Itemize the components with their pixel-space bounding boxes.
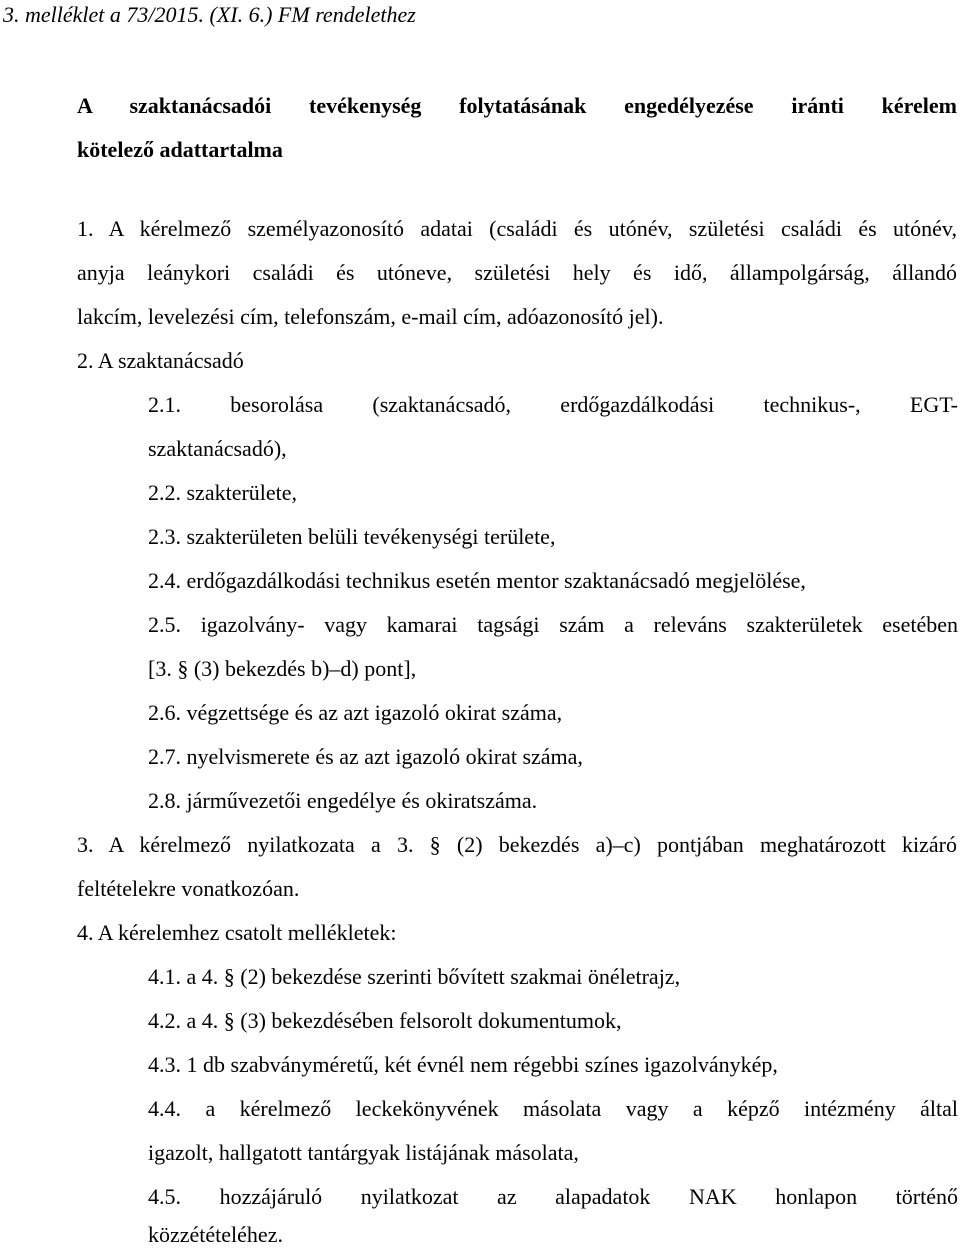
item-2-1-line-2: szaktanácsadó), bbox=[148, 436, 287, 461]
item-1-line-3: lakcím, levelezési cím, telefonszám, e-mail cím, adóazonosító jel). bbox=[77, 304, 664, 329]
item-2-1-line-1: 2.1. besorolása (szaktanácsadó, erdőgazdálkodási technikus-, EGT- bbox=[148, 392, 958, 417]
document-title bbox=[77, 84, 957, 172]
item-4-heading: 4. A kérelemhez csatolt mellékletek: bbox=[77, 920, 397, 945]
title-line-2: kötelező adattartalma bbox=[77, 137, 283, 162]
item-2-6: 2.6. végzettsége és az azt igazoló okirat száma, bbox=[148, 700, 563, 725]
item-2-heading: 2. A szaktanácsadó bbox=[77, 348, 244, 373]
item-1-line-2: anyja leánykori családi és utóneve, születési hely és idő, állampolgárság, állandó bbox=[77, 260, 957, 285]
item-4-5-line-2: közzétételéhez. bbox=[148, 1222, 283, 1247]
item-2-5-line-1: 2.5. igazolvány- vagy kamarai tagsági szám a releváns szakterületek esetében bbox=[148, 612, 958, 637]
item-2-3: 2.3. szakterületen belüli tevékenységi területe, bbox=[148, 524, 556, 549]
item-4-3: 4.3. 1 db szabványméretű, két évnél nem régebbi színes igazolványkép, bbox=[148, 1052, 778, 1077]
item-2-8: 2.8. járművezetői engedélye és okiratszáma. bbox=[148, 788, 538, 813]
item-2-7: 2.7. nyelvismerete és az azt igazoló okirat száma, bbox=[148, 744, 583, 769]
item-4-2: 4.2. a 4. § (3) bekezdésében felsorolt dokumentumok, bbox=[148, 1008, 622, 1033]
annex-reference: 3. melléklet a 73/2015. (XI. 6.) FM rendelethez bbox=[3, 2, 416, 27]
item-3-line-1: 3. A kérelmező nyilatkozata a 3. § (2) bekezdés a)–c) pontjában meghatározott kizáró bbox=[77, 832, 957, 857]
item-4-5-line-1: 4.5. hozzájáruló nyilatkozat az alapadatok NAK honlapon történő bbox=[148, 1184, 958, 1209]
item-4-4-line-2: igazolt, hallgatott tantárgyak listájának másolata, bbox=[148, 1140, 579, 1165]
item-2-5-line-2: [3. § (3) bekezdés b)–d) pont], bbox=[148, 656, 417, 681]
item-2-2: 2.2. szakterülete, bbox=[148, 480, 298, 505]
item-3-line-2: feltételekre vonatkozóan. bbox=[77, 876, 300, 901]
item-4-1: 4.1. a 4. § (2) bekezdése szerinti bővített szakmai önéletrajz, bbox=[148, 964, 681, 989]
item-4-4-line-1: 4.4. a kérelmező leckekönyvének másolata vagy a képző intézmény által bbox=[148, 1096, 958, 1121]
title-line-1: A szaktanácsadói tevékenység folytatásának engedélyezése iránti kérelem bbox=[77, 93, 957, 118]
item-2-4: 2.4. erdőgazdálkodási technikus esetén mentor szaktanácsadó megjelölése, bbox=[148, 568, 806, 593]
item-1-line-1: 1. A kérelmező személyazonosító adatai (családi és utónév, születési családi és utónév, bbox=[77, 216, 957, 241]
